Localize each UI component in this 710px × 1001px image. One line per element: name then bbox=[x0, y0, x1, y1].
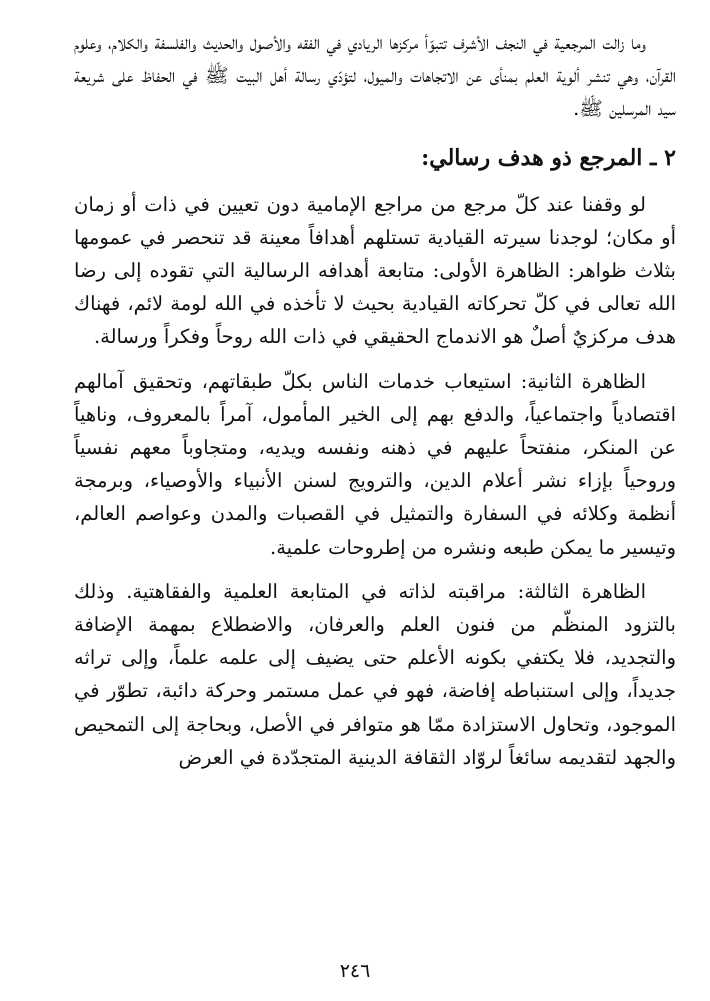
paragraph-second-phenomenon: الظاهرة الثانية: استيعاب خدمات الناس بكلّ طبقاتهم، وتحقيق آمالهم اقتصادياً واجتماعياً، والدفع بهم إلى الخير المأمول، آمراً بالمعروف، وناهياً عن المنكر، منفتحاً عليهم في ذهنه ونفسه ويديه، ومتجاوباً معهم نفسياً وروحياً بإزاء نشر أعلام الدين، والترويج لسنن الأنبياء والأوصياء، وبرمجة أنظمة وكلائه في السفارة والتمثيل في القصبات والمدن وعواصم العالم، وتيسير ما يمكن طبعه ونشره من إطروحات علمية. bbox=[74, 369, 676, 559]
paragraph-first-phenomenon: لو وقفنا عند كلّ مرجع من مراجع الإمامية دون تعيين في ذات أو زمان أو مكان؛ لوجدنا سيرته القيادية تستلهم أهدافاً معينة قد تنحصر في عمومها بثلاث ظواهر: الظاهرة الأولى: متابعة أهدافه الرسالية التي تقوده إلى رضا الله تعالى في كلّ تحركاته القيادية بحيث لا تأخذه في الله لومة لائم، فهناك هدف مركزيٌ أصلٌ هو الاندماج الحقيقي في ذات الله روحاً وفكراً ورسالة. bbox=[74, 192, 676, 349]
page-body bbox=[74, 26, 676, 774]
page-number: ٢٤٦ bbox=[339, 960, 371, 982]
paragraph-third-phenomenon: الظاهرة الثالثة: مراقبته لذاته في المتابعة العلمية والفقاهتية. وذلك بالتزود المنظّم من فنون العلم والعرفان، والاضطلاع بمهمة الإضافة والتجديد، فلا يكتفي بكونه الأعلم حتى يضيف إلى علمه علماً، وإلى تراثه جديداً، وإلى استنباطه إفاضة، فهو في عمل مستمر وحركة دائبة، تطوّر في الموجود، وتحاول الاستزادة ممّا هو متوافر في الأصل، وبحاجة إلى التمحيص والجهد لتقديمه سائغاً لروّاد الثقافة الدينية المتجدّدة في العرض bbox=[74, 579, 676, 769]
section-heading: ٢ ـ المرجع ذو هدف رسالي: bbox=[421, 144, 676, 171]
intro-paragraph: وما زالت المرجعية في النجف الأشرف تتبوّأ مركزها الريادي في الفقه والأصول والحديث والفلسفة والكلام، وعلوم القرآن، وهي تنشر ألوية العلم بمنأى عن الاتجاهات والميول، لتؤدّي رسالة أهل البيت ﷺ في الحفاظ على شريعة سيد المرسلين ﷺ. bbox=[74, 31, 676, 121]
